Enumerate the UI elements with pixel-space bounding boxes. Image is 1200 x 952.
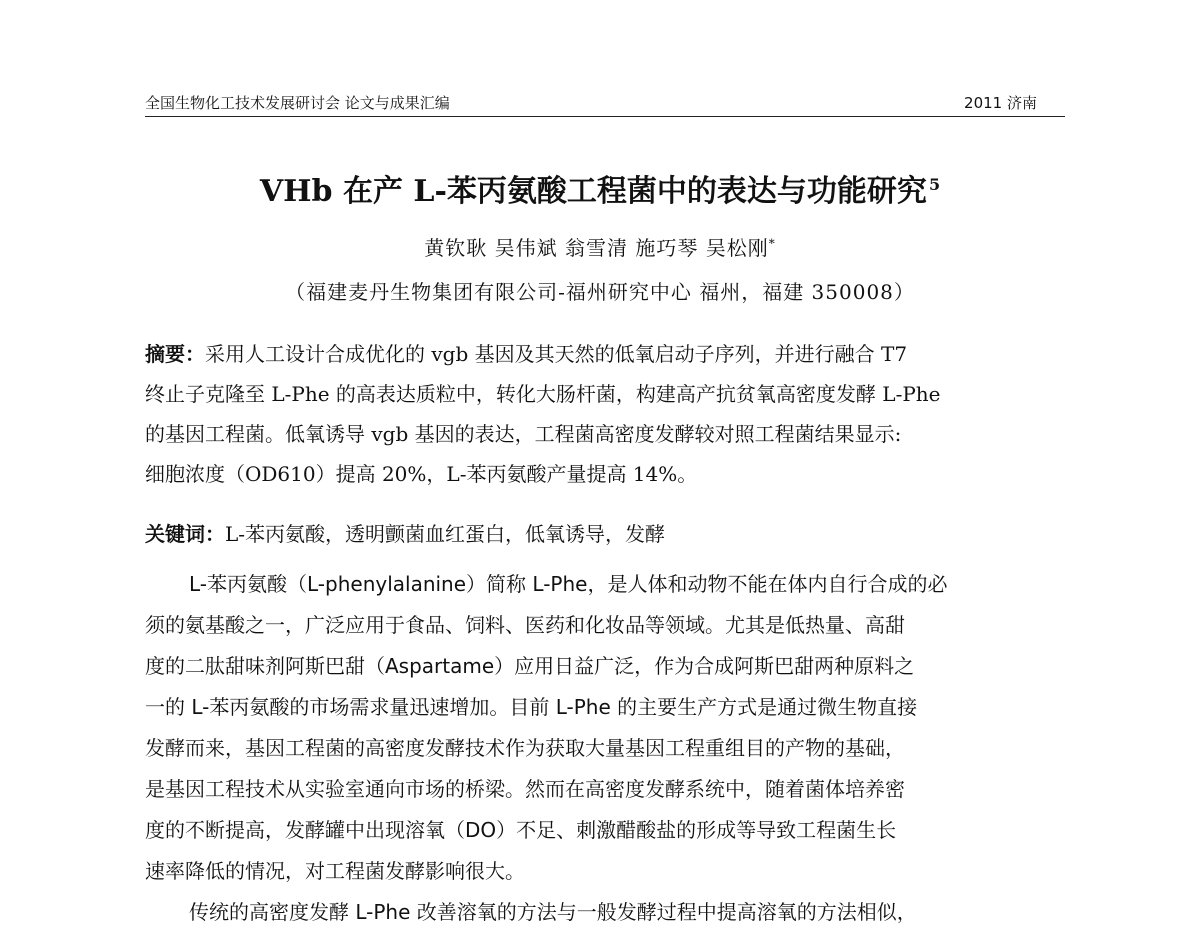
paper-title: [0, 166, 1200, 210]
keywords: [145, 514, 1063, 554]
body-line: 传统的高密度发酵 L-Phe 改善溶氧的方法与一般发酵过程中提高溶氧的方法相似，: [189, 900, 917, 924]
running-header: [145, 90, 1065, 117]
abstract: [145, 334, 1063, 494]
author-list: [0, 232, 1200, 261]
abstract-line: [145, 334, 1063, 374]
affiliation: （福建麦丹生物集团有限公司-福州研究中心 福州，福建 350008）: [285, 280, 915, 304]
abstract-line: 的基因工程菌。低氧诱导 vgb 基因的表达，工程菌高密度发酵较对照工程菌结果显示:: [145, 422, 902, 446]
author-names: 黄钦耿 吴伟斌 翁雪清 施巧琴 吴松刚: [424, 236, 769, 260]
year-location: 2011 济南: [964, 94, 1037, 112]
keywords-label: 关键词：: [145, 522, 225, 546]
abstract-label: 摘要：: [145, 342, 205, 366]
abstract-text: 采用人工设计合成优化的 vgb 基因及其天然的低氧启动子序列，并进行融合 T7: [205, 342, 908, 366]
abstract-line: 终止子克隆至 L-Phe 的高表达质粒中，转化大肠杆菌，构建高产抗贫氧高密度发酵 L-Phe: [145, 382, 941, 406]
title-footnote-mark: 5: [928, 175, 941, 194]
body-line: 速率降低的情况，对工程菌发酵影响很大。: [145, 859, 525, 883]
abstract-line: 细胞浓度（OD610）提高 20%，L-苯丙氨酸产量提高 14%。: [145, 462, 698, 486]
body-line: 须的氨基酸之一，广泛应用于食品、饲料、医药和化妆品等领域。尤其是低热量、高甜: [145, 613, 905, 637]
body-line: 度的二肽甜味剂阿斯巴甜（Aspartame）应用日益广泛，作为合成阿斯巴甜两种原料之: [145, 654, 915, 678]
paper-title-text: VHb 在产 L-苯丙氨酸工程菌中的表达与功能研究: [259, 174, 927, 209]
body-line: 度的不断提高，发酵罐中出现溶氧（DO）不足、刺激醋酸盐的形成等导致工程菌生长: [145, 818, 897, 842]
corresponding-author-mark: *: [768, 236, 776, 251]
body-text: [145, 564, 1063, 933]
keywords-text: L-苯丙氨酸，透明颤菌血红蛋白，低氧诱导，发酵: [225, 522, 666, 546]
body-line: 一的 L-苯丙氨酸的市场需求量迅速增加。目前 L-Phe 的主要生产方式是通过微生物直接: [145, 695, 918, 719]
body-line: 是基因工程技术从实验室通向市场的桥梁。然而在高密度发酵系统中，随着菌体培养密: [145, 777, 905, 801]
body-line: 发酵而来，基因工程菌的高密度发酵技术作为获取大量基因工程重组目的产物的基础，: [145, 736, 905, 760]
body-line: L-苯丙氨酸（L-phenylalanine）简称 L-Phe，是人体和动物不能在体内自行合成的必: [189, 572, 948, 596]
proceedings-title: 全国生物化工技术发展研讨会 论文与成果汇编: [145, 94, 450, 112]
